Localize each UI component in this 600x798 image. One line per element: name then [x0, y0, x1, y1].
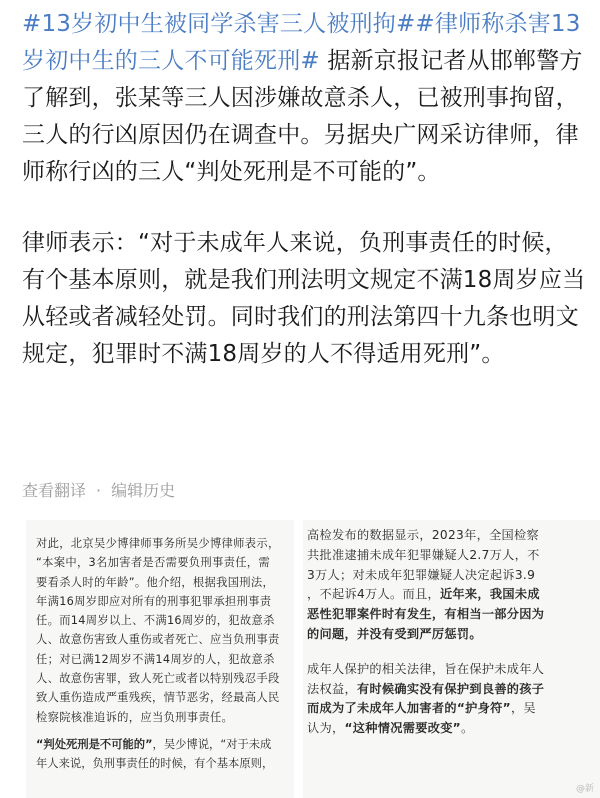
image-right-text-a: 高检发布的数据显示，2023年，全国检察 共批准逮捕未成年犯罪嫌疑人2.7万人，不 3万人；对未成年犯罪嫌疑人决定起诉3.9 ，不起诉4万人。而且，: [307, 528, 540, 602]
post-actions: [22, 480, 175, 502]
hashtag-link-2[interactable]: #律师称杀害13岁初中生的三人不可能死刑#: [22, 11, 581, 74]
image-right-bold-a: 近年来，我国未成 恶性犯罪案件时有发生，有相当一部分因为 的问题，并没有受到严厉惩罚。: [307, 587, 545, 641]
post-paragraph-1: [22, 6, 586, 191]
image-left-text: 对此，北京吴少博律师事务所吴少博律师表示， “本案中，3名加害者是否需要负刑事责任，需 要看杀人时的年龄”。他介绍，根据我国刑法， 年满16周岁即应对所有的刑事犯罪承担刑事责 任。而14周岁以上、不满16周岁的，犯故意杀 人、故意伤害致人重伤或者死亡、应当负刑事责 任；对已满12周岁不满14周岁的人，犯故意杀 人、故意伤害罪，致人死亡或者以特别残忍手段 致人重伤造成严重残疾，情节恶劣，经最高人民 检察院核准追诉的，应当负刑事责任。: [36, 537, 280, 724]
image-right-text-d: 。: [461, 721, 474, 736]
image-right-bold-c: “这种情况需要改变”: [344, 721, 461, 736]
translate-link[interactable]: 查看翻译: [22, 481, 87, 500]
image-thumbnail-left[interactable]: [26, 520, 294, 798]
separator-dot: ·: [96, 481, 102, 500]
hashtag-link-1[interactable]: #13岁初中生被同学杀害三人被刑拘#: [22, 11, 416, 37]
image-left-quote-bold: “判处死刑是不可能的”: [36, 737, 153, 751]
image-left-quote-rest: ，吴少博说，“对于未成 年人来说，负刑事责任的时候，有个基本原则，: [36, 737, 274, 771]
image-right-text-b: 成年人保护的相关法律，旨在保护未成年人 法权益，: [307, 661, 545, 696]
image-watermark: @新: [575, 784, 594, 794]
image-right-para-1: [307, 526, 600, 645]
image-left-quote: [36, 735, 284, 774]
image-thumbnail-right[interactable]: [303, 520, 600, 798]
image-right-para-2: [307, 660, 600, 739]
edit-history-link[interactable]: 编辑历史: [111, 481, 176, 500]
post-text-1: 据新京报记者从邯郸警方了解到，张某等三人因涉嫌故意杀人，已被刑事拘留，三人的行凶原因仍在调查中。另据央广网采访律师，律师称行凶的三人“判处死刑是不可能的”。: [22, 48, 583, 185]
image-right-text-c: ，吴 认为，: [307, 701, 536, 736]
post-body: [22, 6, 586, 373]
post-paragraph-2: 律师表示：“对于未成年人来说，负刑事责任的时候，有个基本原则，就是我们刑法明文规定不满18周岁应当从轻或者减轻处罚。同时我们的刑法第四十九条也明文规定，犯罪时不满18周岁的人不得适用死刑”。: [22, 230, 586, 367]
image-right-bold-b: 有时候确实没有保护到良善的孩子 而成为了未成年人加害者的“护身符”: [307, 681, 545, 716]
